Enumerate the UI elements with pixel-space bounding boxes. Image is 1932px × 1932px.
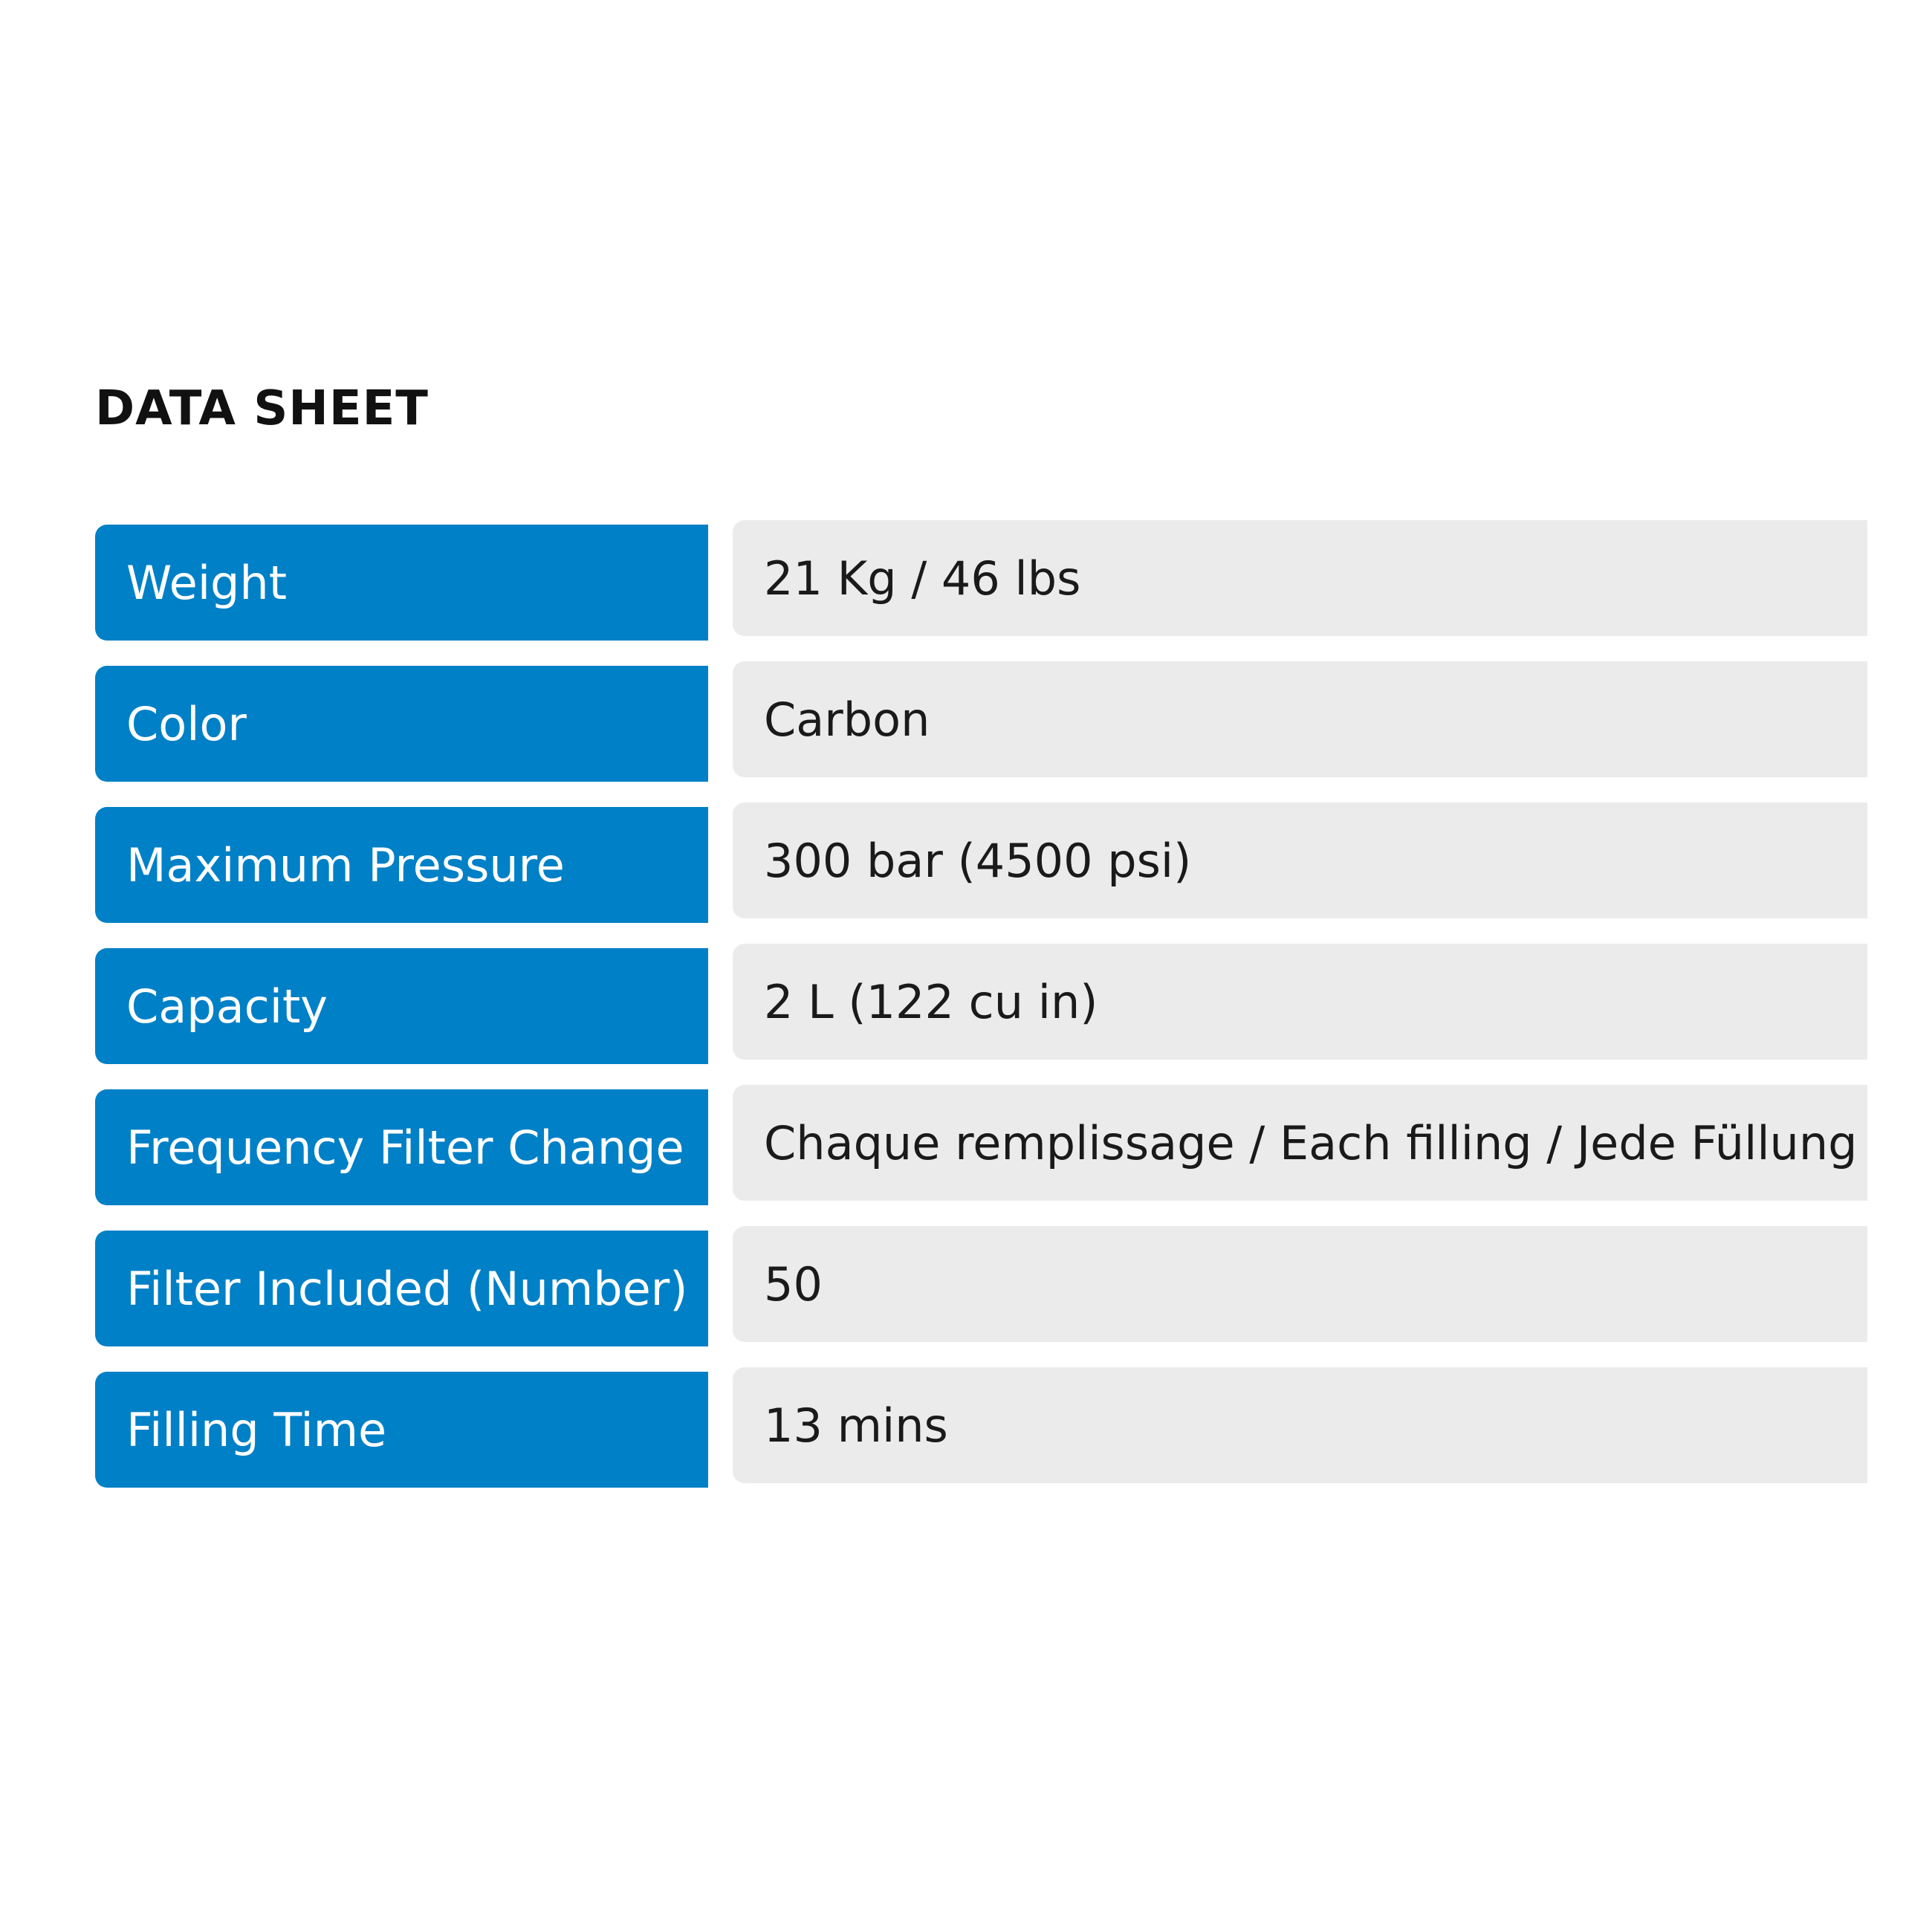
spec-label: Filter Included (Number)	[95, 1231, 708, 1346]
spec-row-filling-time	[95, 1367, 1867, 1483]
spec-value: 50	[733, 1226, 1867, 1342]
spec-label: Capacity	[95, 948, 708, 1064]
spec-value: 21 Kg / 46 lbs	[733, 520, 1867, 636]
page-title: DATA SHEET	[95, 381, 429, 436]
spec-value: Chaque remplissage / Each filling / Jede Füllung	[733, 1085, 1867, 1201]
spec-row-frequency-filter-change	[95, 1085, 1867, 1201]
spec-label: Maximum Pressure	[95, 807, 708, 923]
spec-value: 2 L (122 cu in)	[733, 944, 1867, 1060]
spec-value: 13 mins	[733, 1367, 1867, 1483]
spec-row-weight	[95, 520, 1867, 636]
spec-table	[95, 520, 1867, 1508]
spec-label: Weight	[95, 525, 708, 641]
spec-row-color	[95, 661, 1867, 777]
spec-value: Carbon	[733, 661, 1867, 777]
spec-label: Frequency Filter Change	[95, 1089, 708, 1205]
spec-row-maximum-pressure	[95, 803, 1867, 918]
spec-row-filter-included	[95, 1226, 1867, 1342]
spec-row-capacity	[95, 944, 1867, 1060]
spec-label: Color	[95, 666, 708, 782]
spec-label: Filling Time	[95, 1372, 708, 1488]
spec-value: 300 bar (4500 psi)	[733, 803, 1867, 918]
